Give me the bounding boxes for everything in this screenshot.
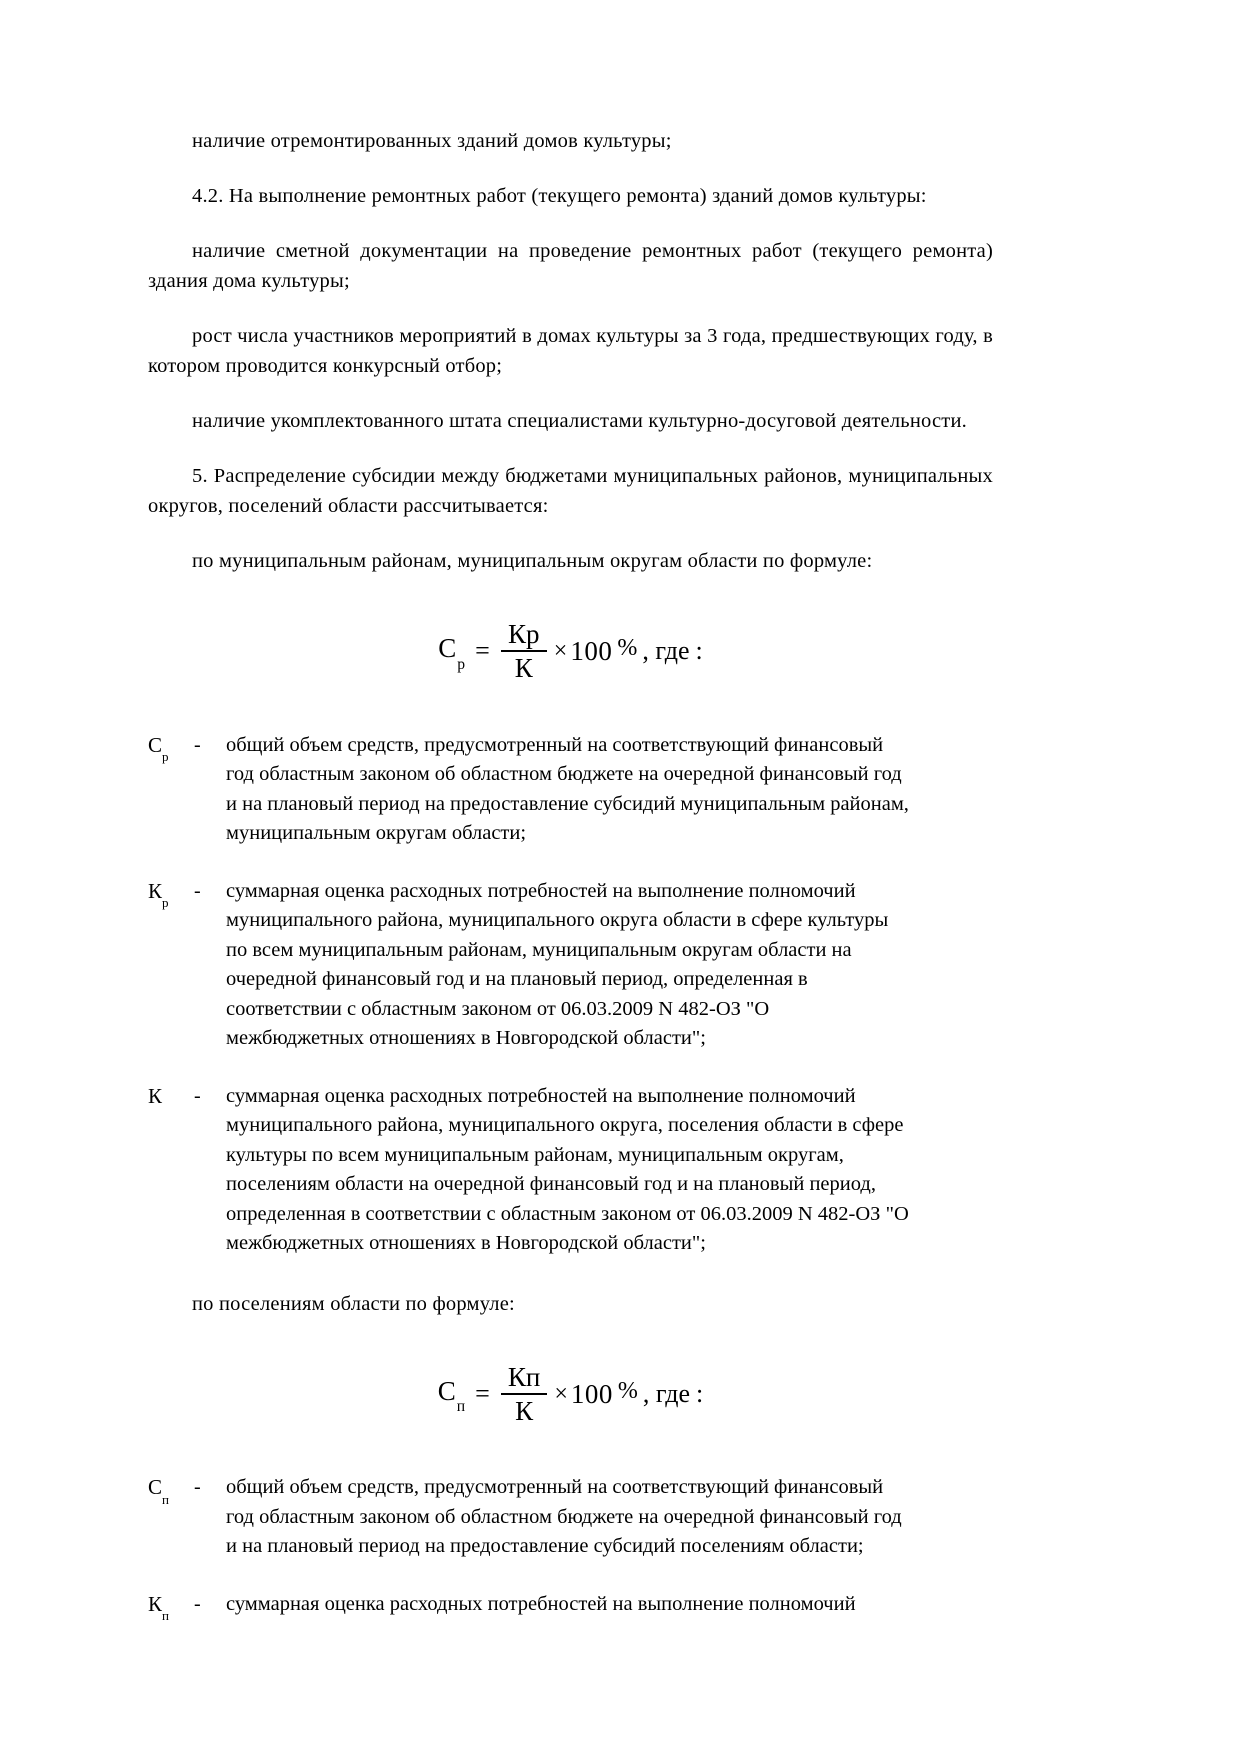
definition-line: очередной финансовый год и на плановый период, определенная в <box>226 968 808 991</box>
section-spacer <box>148 1259 993 1289</box>
formula-districts-block <box>148 620 993 683</box>
definition-symbol-subscript: р <box>162 894 169 910</box>
definition-dash: - <box>194 1476 201 1499</box>
paragraph-clause-4-2: 4.2. На выполнение ремонтных работ (текущего ремонта) зданий домов культуры: <box>192 185 927 207</box>
formula-districts <box>438 620 702 683</box>
definition-line: общий объем средств, предусмотренный на соответствующий финансовый <box>226 733 884 756</box>
paragraph-by-settlements: по поселениям области по формуле: <box>192 1292 515 1315</box>
paragraph-clause-5: 5. Распределение субсидии между бюджетами муниципальных районов, муниципальных округов, поселений области рассчитывается: <box>148 465 993 517</box>
formula-where-label: , где <box>642 1379 690 1409</box>
formula-settlements <box>438 1363 703 1426</box>
definition-symbol-base: C <box>148 732 163 757</box>
formula-numerator <box>501 1363 547 1393</box>
formula-numerator <box>501 620 547 650</box>
paragraph-by-municipal-districts: по муниципальным районам, муниципальным округам области по формуле: <box>192 550 873 572</box>
paragraph-repaired-buildings: наличие отремонтированных зданий домов культуры; <box>192 130 672 152</box>
formula-equals-sign: = <box>475 1379 490 1409</box>
formula-value: 100 <box>570 1378 613 1409</box>
definition-symbol-kp <box>148 877 194 914</box>
definition-text <box>226 877 993 1054</box>
definition-symbol-cn <box>148 1473 194 1510</box>
formula-numerator-subscript: р <box>526 619 540 649</box>
definition-line: по всем муниципальным районам, муниципальным округам области на <box>226 938 852 961</box>
definition-symbol-subscript: п <box>162 1608 169 1624</box>
formula-lhs-base: C <box>438 633 457 664</box>
definition-line: год областным законом об областном бюджете на очередной финансовый год <box>226 1505 902 1528</box>
definition-line: соответствии с областным законом от 06.03.2009 N 482-ОЗ "О <box>226 997 770 1020</box>
formula-multiplication-sign: × <box>554 1381 568 1408</box>
definition-line: суммарная оценка расходных потребностей на выполнение полномочий <box>226 1084 856 1107</box>
definition-row <box>148 1473 993 1562</box>
definition-line: поселениям области на очередной финансовый год и на плановый период, <box>226 1173 876 1196</box>
definition-text <box>226 1590 993 1620</box>
formula-fraction <box>501 620 547 683</box>
definition-dash: - <box>194 1592 201 1615</box>
formula-value: 100 <box>570 635 613 666</box>
definition-line: межбюджетных отношениях в Новгородской области"; <box>226 1232 706 1255</box>
formula-lhs-symbol <box>437 1376 466 1416</box>
formula-where-label: , где <box>642 636 690 666</box>
formula-numerator-base: К <box>507 1361 526 1392</box>
page-content <box>148 126 993 1627</box>
formula-lhs-base: C <box>437 1376 456 1406</box>
formula-colon: : <box>696 1379 704 1409</box>
definition-line: культуры по всем муниципальным районам, муниципальным округам, <box>226 1143 844 1166</box>
formula-numerator-subscript: п <box>525 1361 541 1392</box>
formula-numerator-base: К <box>508 619 527 649</box>
definition-text <box>226 731 993 849</box>
paragraph-staffing: наличие укомплектованного штата специалистами культурно-досуговой деятельности. <box>192 410 967 432</box>
definition-symbol-k <box>148 1082 194 1119</box>
paragraph-participants-growth: рост числа участников мероприятий в домах культуры за 3 года, предшествующих году, в котором проводится конкурсный отбор; <box>148 325 993 377</box>
definition-line: год областным законом об областном бюджете на очередной финансовый год <box>226 763 902 786</box>
definition-line: общий объем средств, предусмотренный на соответствующий финансовый <box>226 1476 884 1499</box>
formula-colon: : <box>695 636 703 666</box>
definition-row <box>148 1082 993 1259</box>
definition-list-settlements <box>148 1473 993 1626</box>
definition-list-districts <box>148 731 993 1259</box>
formula-fraction <box>501 1363 547 1426</box>
definition-line: суммарная оценка расходных потребностей на выполнение полномочий <box>226 1592 856 1615</box>
definition-row <box>148 877 993 1054</box>
definition-line: муниципального района, муниципального округа области в сфере культуры <box>226 909 889 932</box>
formula-settlements-block <box>148 1363 993 1426</box>
definition-symbol-subscript: р <box>162 748 169 764</box>
definition-line: муниципальным округам области; <box>226 822 527 845</box>
definition-symbol-cp <box>148 731 194 768</box>
definition-symbol-base: К <box>148 1083 163 1108</box>
definition-text <box>226 1082 993 1259</box>
definition-line: муниципального района, муниципального округа, поселения области в сфере <box>226 1114 904 1137</box>
definition-row <box>148 1590 993 1627</box>
definition-row <box>148 731 993 849</box>
formula-lhs-subscript: п <box>456 1398 466 1416</box>
formula-percent-sign: % <box>617 1378 638 1405</box>
definition-line: и на плановый период на предоставление субсидий муниципальным районам, <box>226 792 909 815</box>
formula-equals-sign: = <box>475 636 490 666</box>
formula-denominator: К <box>514 653 533 684</box>
formula-lhs-symbol <box>438 633 466 673</box>
definition-symbol-subscript: п <box>162 1491 169 1507</box>
definition-symbol-base: К <box>148 1591 163 1616</box>
definition-line: суммарная оценка расходных потребностей на выполнение полномочий <box>226 879 856 902</box>
formula-multiplication-sign: × <box>553 638 568 665</box>
formula-lhs-subscript: р <box>457 655 466 673</box>
formula-percent-sign: % <box>617 635 638 662</box>
definition-dash: - <box>194 733 201 756</box>
definition-line: определенная в соответствии с областным законом от 06.03.2009 N 482-ОЗ "О <box>226 1202 909 1225</box>
definition-dash: - <box>194 1084 201 1107</box>
paragraph-estimate-documentation: наличие сметной документации на проведение ремонтных работ (текущего ремонта) здания дома культуры; <box>148 240 993 292</box>
definition-symbol-kn <box>148 1590 194 1627</box>
definition-line: межбюджетных отношениях в Новгородской области"; <box>226 1027 706 1050</box>
definition-symbol-base: К <box>148 878 163 903</box>
formula-denominator: К <box>515 1396 534 1427</box>
definition-dash: - <box>194 879 201 902</box>
definition-line: и на плановый период на предоставление субсидий поселениям области; <box>226 1535 864 1558</box>
definition-text <box>226 1473 993 1562</box>
definition-symbol-base: C <box>148 1475 163 1500</box>
